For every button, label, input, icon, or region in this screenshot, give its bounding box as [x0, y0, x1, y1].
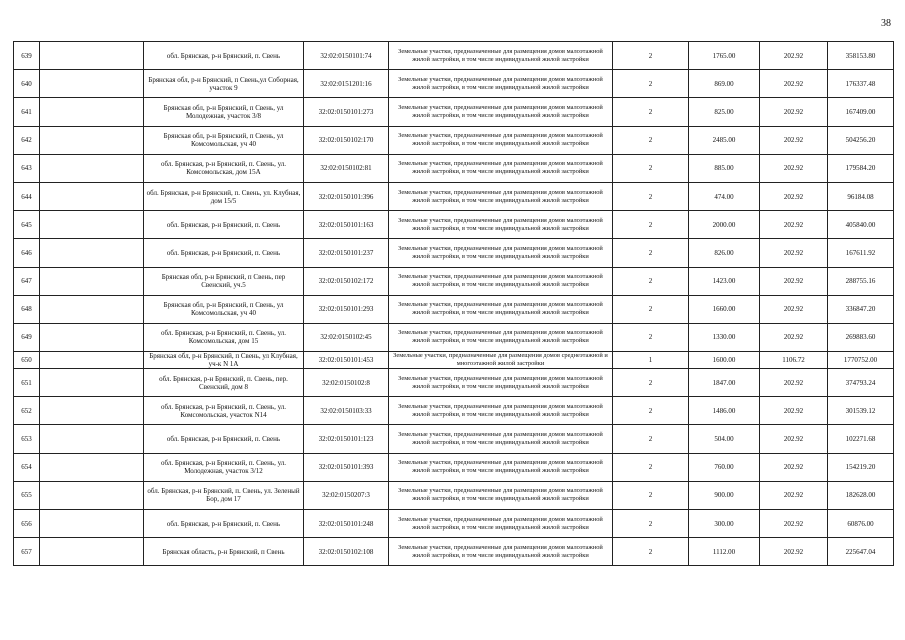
row-number: 647 — [14, 267, 40, 295]
land-use-cell: Земельные участки, предназначенные для размещения домов малоэтажной жилой застройки, в том числе индивидуальной жилой застройки — [389, 295, 613, 323]
specific-value-cell: 1106.72 — [760, 352, 828, 369]
spacer-cell — [40, 510, 144, 538]
cadastral-value-cell: 225647.04 — [828, 538, 894, 566]
address-cell: обл. Брянская, р-н Брянский, п. Свень — [144, 239, 304, 267]
address-cell: Брянская обл, р-н Брянский, п Свень, ул Клубная, уч-к N 1А — [144, 352, 304, 369]
area-cell: 1660.00 — [689, 295, 760, 323]
land-use-cell: Земельные участки, предназначенные для размещения домов малоэтажной жилой застройки, в том числе индивидуальной жилой застройки — [389, 538, 613, 566]
address-cell: обл. Брянская, р-н Брянский, п. Свень — [144, 211, 304, 239]
cadastral-number-cell: 32:02:0150101:74 — [304, 42, 389, 70]
group-cell: 2 — [613, 98, 689, 126]
row-number: 656 — [14, 510, 40, 538]
table-row — [14, 98, 894, 126]
cadastral-number-cell: 32:02:0150103:33 — [304, 397, 389, 425]
spacer-cell — [40, 267, 144, 295]
cadastral-value-cell: 154219.20 — [828, 453, 894, 481]
table-row — [14, 42, 894, 70]
land-use-cell: Земельные участки, предназначенные для размещения домов малоэтажной жилой застройки, в том числе индивидуальной жилой застройки — [389, 453, 613, 481]
row-number: 652 — [14, 397, 40, 425]
specific-value-cell: 202.92 — [760, 510, 828, 538]
table-row — [14, 70, 894, 98]
area-cell: 1486.00 — [689, 397, 760, 425]
cadastral-number-cell: 32:02:0150101:123 — [304, 425, 389, 453]
address-cell: обл. Брянская, р-н Брянский, п. Свень, ул. Комсомольская, участок N14 — [144, 397, 304, 425]
cadastral-number-cell: 32:02:0150101:293 — [304, 295, 389, 323]
cadastral-number-cell: 32:02:0150101:396 — [304, 182, 389, 210]
specific-value-cell: 202.92 — [760, 154, 828, 182]
row-number: 654 — [14, 453, 40, 481]
specific-value-cell: 202.92 — [760, 425, 828, 453]
cadastral-value-cell: 96184.08 — [828, 182, 894, 210]
spacer-cell — [40, 397, 144, 425]
table-row — [14, 369, 894, 397]
group-cell: 2 — [613, 453, 689, 481]
row-number: 648 — [14, 295, 40, 323]
cadastral-number-cell: 32:02:0150102:81 — [304, 154, 389, 182]
table-row — [14, 126, 894, 154]
area-cell: 474.00 — [689, 182, 760, 210]
area-cell: 1330.00 — [689, 323, 760, 351]
land-use-cell: Земельные участки, предназначенные для размещения домов малоэтажной жилой застройки, в том числе индивидуальной жилой застройки — [389, 70, 613, 98]
area-cell: 826.00 — [689, 239, 760, 267]
cadastral-number-cell: 32:02:0151201:16 — [304, 70, 389, 98]
spacer-cell — [40, 481, 144, 509]
specific-value-cell: 202.92 — [760, 538, 828, 566]
table-row — [14, 425, 894, 453]
group-cell: 2 — [613, 211, 689, 239]
land-use-cell: Земельные участки, предназначенные для размещения домов малоэтажной жилой застройки, в том числе индивидуальной жилой застройки — [389, 510, 613, 538]
cadastral-value-cell: 1770752.00 — [828, 352, 894, 369]
land-use-cell: Земельные участки, предназначенные для размещения домов малоэтажной жилой застройки, в том числе индивидуальной жилой застройки — [389, 239, 613, 267]
land-registry-table — [13, 41, 894, 566]
spacer-cell — [40, 126, 144, 154]
row-number: 653 — [14, 425, 40, 453]
table-row — [14, 267, 894, 295]
area-cell: 2000.00 — [689, 211, 760, 239]
table-row — [14, 453, 894, 481]
cadastral-value-cell: 288755.16 — [828, 267, 894, 295]
group-cell: 2 — [613, 510, 689, 538]
area-cell: 300.00 — [689, 510, 760, 538]
area-cell: 504.00 — [689, 425, 760, 453]
table-row — [14, 182, 894, 210]
table-row — [14, 397, 894, 425]
area-cell: 2485.00 — [689, 126, 760, 154]
spacer-cell — [40, 425, 144, 453]
area-cell: 1847.00 — [689, 369, 760, 397]
cadastral-number-cell: 32:02:0150101:248 — [304, 510, 389, 538]
specific-value-cell: 202.92 — [760, 397, 828, 425]
address-cell: обл. Брянская, р-н Брянский, п. Свень, ул. Клубная, дом 15/5 — [144, 182, 304, 210]
land-use-cell: Земельные участки, предназначенные для размещения домов малоэтажной жилой застройки, в том числе индивидуальной жилой застройки — [389, 126, 613, 154]
cadastral-number-cell: 32:02:0150102:170 — [304, 126, 389, 154]
specific-value-cell: 202.92 — [760, 323, 828, 351]
cadastral-value-cell: 167409.00 — [828, 98, 894, 126]
land-use-cell: Земельные участки, предназначенные для размещения домов малоэтажной жилой застройки, в том числе индивидуальной жилой застройки — [389, 481, 613, 509]
spacer-cell — [40, 239, 144, 267]
group-cell: 2 — [613, 481, 689, 509]
specific-value-cell: 202.92 — [760, 453, 828, 481]
cadastral-number-cell: 32:02:0150207:3 — [304, 481, 389, 509]
table-row — [14, 510, 894, 538]
area-cell: 1600.00 — [689, 352, 760, 369]
cadastral-number-cell: 32:02:0150101:453 — [304, 352, 389, 369]
area-cell: 869.00 — [689, 70, 760, 98]
row-number: 646 — [14, 239, 40, 267]
cadastral-value-cell: 176337.48 — [828, 70, 894, 98]
spacer-cell — [40, 295, 144, 323]
row-number: 640 — [14, 70, 40, 98]
group-cell: 2 — [613, 295, 689, 323]
specific-value-cell: 202.92 — [760, 239, 828, 267]
table-row — [14, 211, 894, 239]
address-cell: обл. Брянская, р-н Брянский, п. Свень, пер. Свенский, дом 8 — [144, 369, 304, 397]
address-cell: обл. Брянская, р-н Брянский, п. Свень, ул. Комсомольская, дом 15 — [144, 323, 304, 351]
address-cell: обл. Брянская, р-н Брянский, п. Свень — [144, 510, 304, 538]
address-cell: Брянская область, р-н Брянский, п Свень — [144, 538, 304, 566]
cadastral-value-cell: 301539.12 — [828, 397, 894, 425]
specific-value-cell: 202.92 — [760, 126, 828, 154]
table-row — [14, 481, 894, 509]
cadastral-value-cell: 179584.20 — [828, 154, 894, 182]
row-number: 643 — [14, 154, 40, 182]
address-cell: обл. Брянская, р-н Брянский, п. Свень, ул. Комсомольская, дом 15А — [144, 154, 304, 182]
specific-value-cell: 202.92 — [760, 211, 828, 239]
address-cell: обл. Брянская, р-н Брянский, п. Свень — [144, 425, 304, 453]
land-use-cell: Земельные участки, предназначенные для размещения домов малоэтажной жилой застройки, в том числе индивидуальной жилой застройки — [389, 154, 613, 182]
area-cell: 1765.00 — [689, 42, 760, 70]
table-row — [14, 323, 894, 351]
group-cell: 2 — [613, 369, 689, 397]
table-row — [14, 352, 894, 369]
group-cell: 2 — [613, 42, 689, 70]
address-cell: обл. Брянская, р-н Брянский, п. Свень, ул. Молодежная, участок 3/12 — [144, 453, 304, 481]
table-row — [14, 538, 894, 566]
cadastral-number-cell: 32:02:0150102:45 — [304, 323, 389, 351]
land-use-cell: Земельные участки, предназначенные для размещения домов малоэтажной жилой застройки, в том числе индивидуальной жилой застройки — [389, 211, 613, 239]
land-use-cell: Земельные участки, предназначенные для размещения домов малоэтажной жилой застройки, в том числе индивидуальной жилой застройки — [389, 98, 613, 126]
group-cell: 2 — [613, 154, 689, 182]
row-number: 639 — [14, 42, 40, 70]
spacer-cell — [40, 538, 144, 566]
specific-value-cell: 202.92 — [760, 295, 828, 323]
area-cell: 885.00 — [689, 154, 760, 182]
land-use-cell: Земельные участки, предназначенные для размещения домов малоэтажной жилой застройки, в том числе индивидуальной жилой застройки — [389, 182, 613, 210]
address-cell: Брянская обл, р-н Брянский, п Свень, ул Молодежная, участок 3/8 — [144, 98, 304, 126]
cadastral-number-cell: 32:02:0150101:273 — [304, 98, 389, 126]
cadastral-number-cell: 32:02:0150102:108 — [304, 538, 389, 566]
area-cell: 1423.00 — [689, 267, 760, 295]
cadastral-value-cell: 374793.24 — [828, 369, 894, 397]
table-body — [14, 42, 894, 566]
row-number: 642 — [14, 126, 40, 154]
spacer-cell — [40, 98, 144, 126]
area-cell: 1112.00 — [689, 538, 760, 566]
land-use-cell: Земельные участки, предназначенные для размещения домов малоэтажной жилой застройки, в том числе индивидуальной жилой застройки — [389, 369, 613, 397]
area-cell: 760.00 — [689, 453, 760, 481]
cadastral-number-cell: 32:02:0150101:393 — [304, 453, 389, 481]
table-row — [14, 295, 894, 323]
specific-value-cell: 202.92 — [760, 98, 828, 126]
cadastral-value-cell: 60876.00 — [828, 510, 894, 538]
land-use-cell: Земельные участки, предназначенные для размещения домов малоэтажной жилой застройки, в том числе индивидуальной жилой застройки — [389, 323, 613, 351]
cadastral-value-cell: 358153.80 — [828, 42, 894, 70]
land-use-cell: Земельные участки, предназначенные для размещения домов среднеэтажной и многоэтажной жилой застройки — [389, 352, 613, 369]
specific-value-cell: 202.92 — [760, 182, 828, 210]
group-cell: 2 — [613, 397, 689, 425]
spacer-cell — [40, 453, 144, 481]
address-cell: обл. Брянская, р-н Брянский, п. Свень — [144, 42, 304, 70]
land-use-cell: Земельные участки, предназначенные для размещения домов малоэтажной жилой застройки, в том числе индивидуальной жилой застройки — [389, 397, 613, 425]
address-cell: Брянская обл, р-н Брянский, п Свень, ул Комсомольская, уч 40 — [144, 295, 304, 323]
spacer-cell — [40, 42, 144, 70]
row-number: 655 — [14, 481, 40, 509]
cadastral-value-cell: 102271.68 — [828, 425, 894, 453]
cadastral-value-cell: 167611.92 — [828, 239, 894, 267]
group-cell: 2 — [613, 425, 689, 453]
cadastral-number-cell: 32:02:0150101:237 — [304, 239, 389, 267]
spacer-cell — [40, 352, 144, 369]
cadastral-value-cell: 269883.60 — [828, 323, 894, 351]
group-cell: 2 — [613, 182, 689, 210]
page-number: 38 — [881, 18, 891, 29]
address-cell: Брянская обл, р-н Брянский, п Свень, ул Комсомольская, уч 40 — [144, 126, 304, 154]
land-use-cell: Земельные участки, предназначенные для размещения домов малоэтажной жилой застройки, в том числе индивидуальной жилой застройки — [389, 267, 613, 295]
row-number: 645 — [14, 211, 40, 239]
area-cell: 900.00 — [689, 481, 760, 509]
row-number: 650 — [14, 352, 40, 369]
land-use-cell: Земельные участки, предназначенные для размещения домов малоэтажной жилой застройки, в том числе индивидуальной жилой застройки — [389, 425, 613, 453]
cadastral-value-cell: 182628.00 — [828, 481, 894, 509]
spacer-cell — [40, 154, 144, 182]
spacer-cell — [40, 70, 144, 98]
spacer-cell — [40, 323, 144, 351]
address-cell: Брянская обл, р-н Брянский, п Свень, пер Свенский, уч.5 — [144, 267, 304, 295]
area-cell: 825.00 — [689, 98, 760, 126]
cadastral-number-cell: 32:02:0150101:163 — [304, 211, 389, 239]
specific-value-cell: 202.92 — [760, 70, 828, 98]
specific-value-cell: 202.92 — [760, 42, 828, 70]
table-row — [14, 239, 894, 267]
cadastral-value-cell: 405840.00 — [828, 211, 894, 239]
group-cell: 1 — [613, 352, 689, 369]
cadastral-value-cell: 504256.20 — [828, 126, 894, 154]
cadastral-number-cell: 32:02:0150102:172 — [304, 267, 389, 295]
row-number: 649 — [14, 323, 40, 351]
row-number: 644 — [14, 182, 40, 210]
group-cell: 2 — [613, 267, 689, 295]
row-number: 651 — [14, 369, 40, 397]
spacer-cell — [40, 211, 144, 239]
land-use-cell: Земельные участки, предназначенные для размещения домов малоэтажной жилой застройки, в том числе индивидуальной жилой застройки — [389, 42, 613, 70]
specific-value-cell: 202.92 — [760, 481, 828, 509]
specific-value-cell: 202.92 — [760, 267, 828, 295]
group-cell: 2 — [613, 126, 689, 154]
row-number: 657 — [14, 538, 40, 566]
group-cell: 2 — [613, 323, 689, 351]
group-cell: 2 — [613, 538, 689, 566]
group-cell: 2 — [613, 70, 689, 98]
cadastral-value-cell: 336847.20 — [828, 295, 894, 323]
row-number: 641 — [14, 98, 40, 126]
cadastral-number-cell: 32:02:0150102:8 — [304, 369, 389, 397]
group-cell: 2 — [613, 239, 689, 267]
table-row — [14, 154, 894, 182]
address-cell: обл. Брянская, р-н Брянский, п. Свень, ул. Зеленый Бор, дом 17 — [144, 481, 304, 509]
spacer-cell — [40, 182, 144, 210]
spacer-cell — [40, 369, 144, 397]
specific-value-cell: 202.92 — [760, 369, 828, 397]
address-cell: Брянская обл, р-н Брянский, п Свень,ул Соборная, участок 9 — [144, 70, 304, 98]
